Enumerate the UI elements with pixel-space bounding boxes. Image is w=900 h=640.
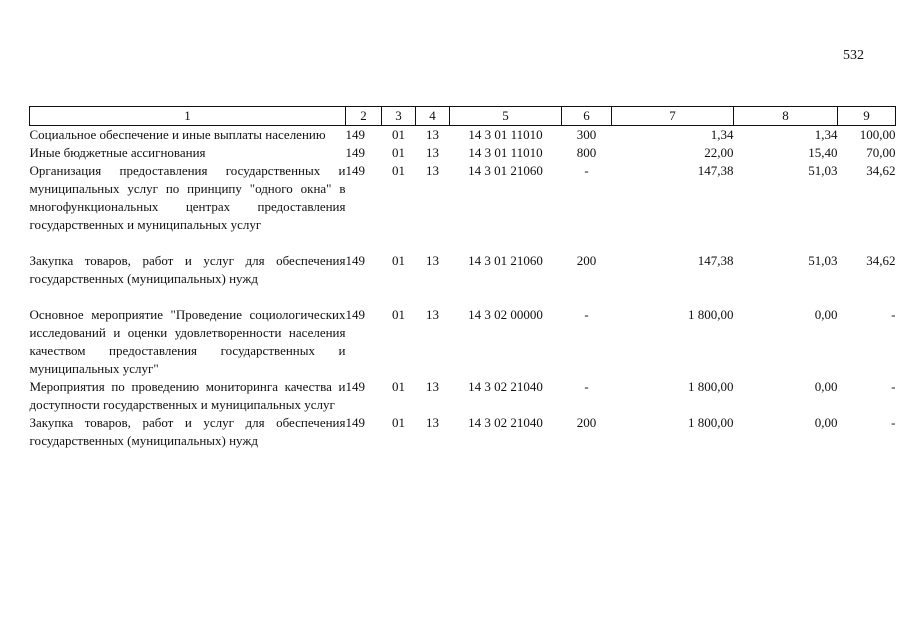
table-cell: 13 <box>426 163 439 178</box>
table-cell: 147,38 <box>697 253 734 268</box>
table-cell: 0,00 <box>814 415 838 430</box>
table-cell: 01 <box>392 415 405 430</box>
table-cell: 0,00 <box>814 307 838 322</box>
column-header: 5 <box>450 107 562 126</box>
table-cell: 14 3 02 21040 <box>468 379 543 394</box>
table-cell: 149 <box>345 253 365 268</box>
table-cell: 149 <box>345 145 365 160</box>
table-cell: 13 <box>426 253 439 268</box>
table-cell: 200 <box>576 415 597 430</box>
table-cell: 800 <box>576 145 597 160</box>
budget-table <box>29 106 896 450</box>
table-cell: - <box>584 163 589 178</box>
table-cell: 200 <box>576 253 597 268</box>
table-cell: 13 <box>426 127 439 142</box>
table-cell: 1 800,00 <box>688 379 734 394</box>
table-cell: 01 <box>392 379 405 394</box>
column-header: 2 <box>346 107 382 126</box>
table-cell: - <box>891 415 896 430</box>
table-cell: 149 <box>345 127 365 142</box>
table-cell: 14 3 02 00000 <box>468 307 543 322</box>
table-cell: 14 3 01 21060 <box>468 163 543 178</box>
table-cell: - <box>584 307 589 322</box>
table-cell: 01 <box>392 307 405 322</box>
row-name: Организация предоставления государственных и муниципальных услуг по принципу "одного окна" в многофункциональных центрах предоставления государственных и муниципальных услуг <box>29 163 346 232</box>
column-header: 8 <box>734 107 838 126</box>
table-cell: - <box>584 379 589 394</box>
table-cell: 1,34 <box>710 127 734 142</box>
page-number: 532 <box>843 48 864 63</box>
table-row <box>30 162 896 252</box>
table-row <box>30 252 896 306</box>
table-cell: 01 <box>392 145 405 160</box>
table-cell: 300 <box>576 127 597 142</box>
table-cell: 01 <box>392 253 405 268</box>
table-cell: 100,00 <box>859 127 896 142</box>
table-cell: 22,00 <box>704 145 734 160</box>
table-row <box>30 414 896 450</box>
row-name: Закупка товаров, работ и услуг для обеспечения государственных (муниципальных) нужд <box>29 253 346 286</box>
column-header: 1 <box>30 107 346 126</box>
table-cell: 13 <box>426 379 439 394</box>
table-cell: 1 800,00 <box>688 415 734 430</box>
column-header: 7 <box>612 107 734 126</box>
table-row <box>30 126 896 145</box>
table-cell: 0,00 <box>814 379 838 394</box>
row-name: Мероприятия по проведению мониторинга качества и доступности государственных и муниципальных услуг <box>29 379 346 412</box>
row-name: Основное мероприятие "Проведение социологических исследований и оценки удовлетворенности населения качеством предоставления государственных и муниципальных услуг" <box>29 307 346 376</box>
table-cell: 13 <box>426 415 439 430</box>
table-row <box>30 306 896 378</box>
table-cell: 15,40 <box>808 145 838 160</box>
table-cell: 51,03 <box>808 163 838 178</box>
table-cell: 149 <box>345 415 365 430</box>
row-name: Закупка товаров, работ и услуг для обеспечения государственных (муниципальных) нужд <box>29 415 346 448</box>
table-cell: 149 <box>345 307 365 322</box>
table-cell: 51,03 <box>808 253 838 268</box>
column-header: 3 <box>382 107 416 126</box>
table-cell: 149 <box>345 379 365 394</box>
column-header: 9 <box>838 107 896 126</box>
table-cell: 1 800,00 <box>688 307 734 322</box>
table-cell: 70,00 <box>866 145 896 160</box>
table-cell: 34,62 <box>866 253 896 268</box>
table-cell: 13 <box>426 307 439 322</box>
row-name: Социальное обеспечение и иные выплаты населению <box>29 127 326 142</box>
table-cell: 14 3 01 21060 <box>468 253 543 268</box>
table-row <box>30 378 896 414</box>
table-cell: 13 <box>426 145 439 160</box>
table-header-row <box>30 107 896 126</box>
table-cell: 1,34 <box>814 127 838 142</box>
table-cell: - <box>891 379 896 394</box>
column-header: 6 <box>562 107 612 126</box>
table-cell: 14 3 01 11010 <box>468 145 543 160</box>
table-row <box>30 144 896 162</box>
table-cell: 34,62 <box>866 163 896 178</box>
table-cell: 14 3 01 11010 <box>468 127 543 142</box>
table-cell: 147,38 <box>697 163 734 178</box>
column-header: 4 <box>416 107 450 126</box>
table-cell: - <box>891 307 896 322</box>
table-cell: 01 <box>392 163 405 178</box>
table-cell: 01 <box>392 127 405 142</box>
table-cell: 14 3 02 21040 <box>468 415 543 430</box>
row-name: Иные бюджетные ассигнования <box>29 145 206 160</box>
table-cell: 149 <box>345 163 365 178</box>
